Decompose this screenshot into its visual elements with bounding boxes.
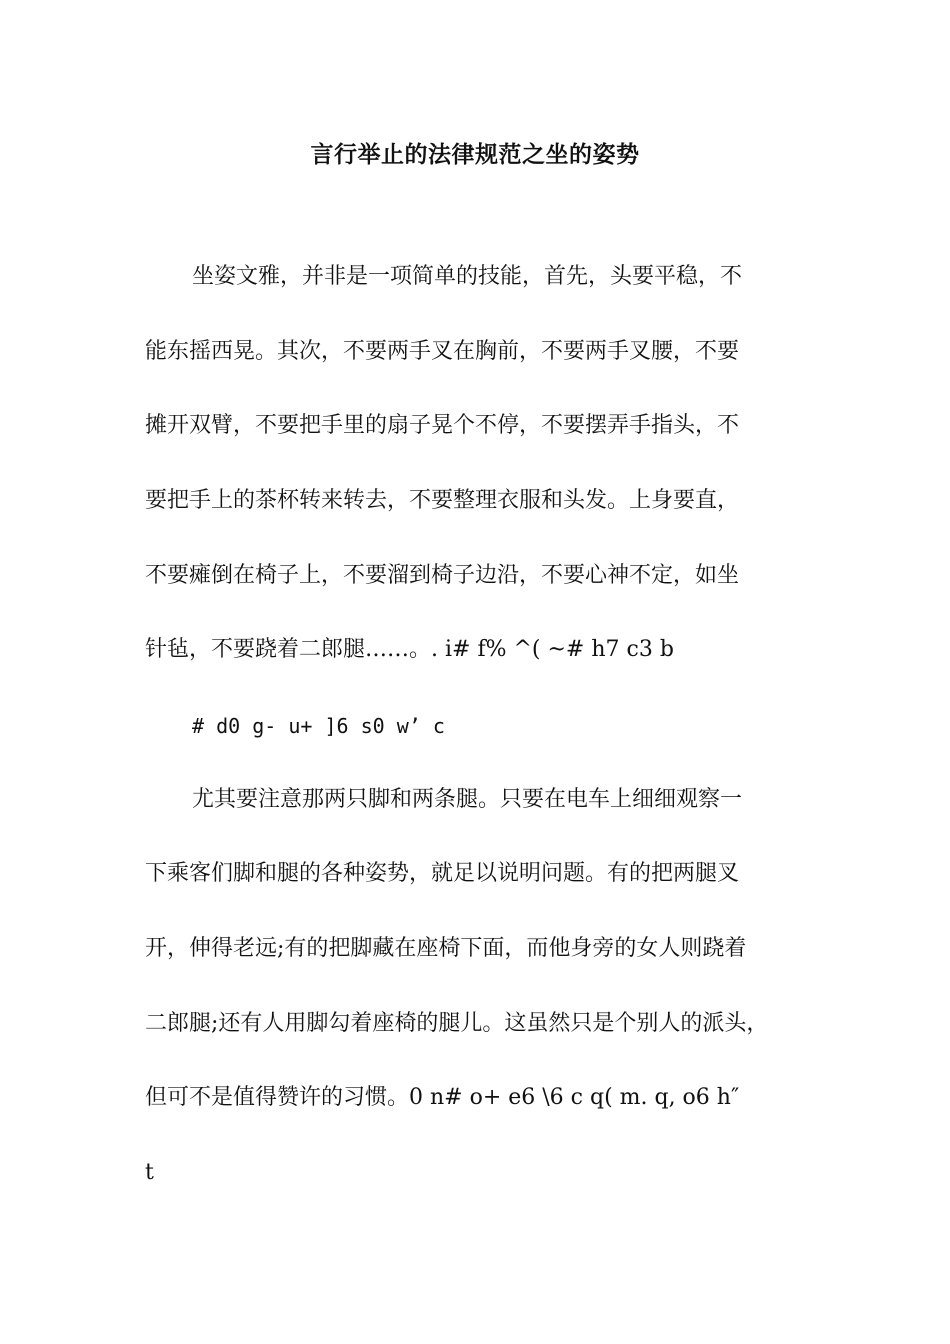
paragraph-line: t [145, 1160, 154, 1185]
paragraph-line: 下乘客们脚和腿的各种姿势，就足以说明问题。有的把两腿叉 [145, 861, 740, 886]
garbled-text-line: # d0 g- u+ ]6 s0 w’ c [192, 714, 445, 738]
paragraph-line: 摊开双臂，不要把手里的扇子晃个不停，不要摆弄手指头，不 [145, 413, 740, 438]
paragraph-line: 坐姿文雅，并非是一项简单的技能，首先，头要平稳，不 [192, 264, 743, 289]
paragraph-line: 能东摇西晃。其次，不要两手叉在胸前，不要两手叉腰，不要 [145, 339, 740, 364]
paragraph-line: 不要瘫倒在椅子上，不要溜到椅子边沿，不要心神不定，如坐 [145, 563, 740, 588]
paragraph-line: 二郎腿;还有人用脚勾着座椅的腿儿。这虽然只是个别人的派头， [145, 1011, 769, 1036]
paragraph-line: 要把手上的茶杯转来转去，不要整理衣服和头发。上身要直， [145, 488, 740, 513]
paragraph-line: 但可不是值得赞许的习惯。0 n# o+ e6 \6 c q( m. q, o6 h″ [145, 1085, 740, 1110]
paragraph-line: 尤其要注意那两只脚和两条腿。只要在电车上细细观察一 [192, 787, 743, 812]
paragraph-line: 开，伸得老远;有的把脚藏在座椅下面，而他身旁的女人则跷着 [145, 936, 747, 961]
paragraph-line: 针毡，不要跷着二郎腿……。. i# f% ^( ~# h7 c3 b [145, 637, 674, 662]
document-title: 言行举止的法律规范之坐的姿势 [310, 141, 640, 168]
